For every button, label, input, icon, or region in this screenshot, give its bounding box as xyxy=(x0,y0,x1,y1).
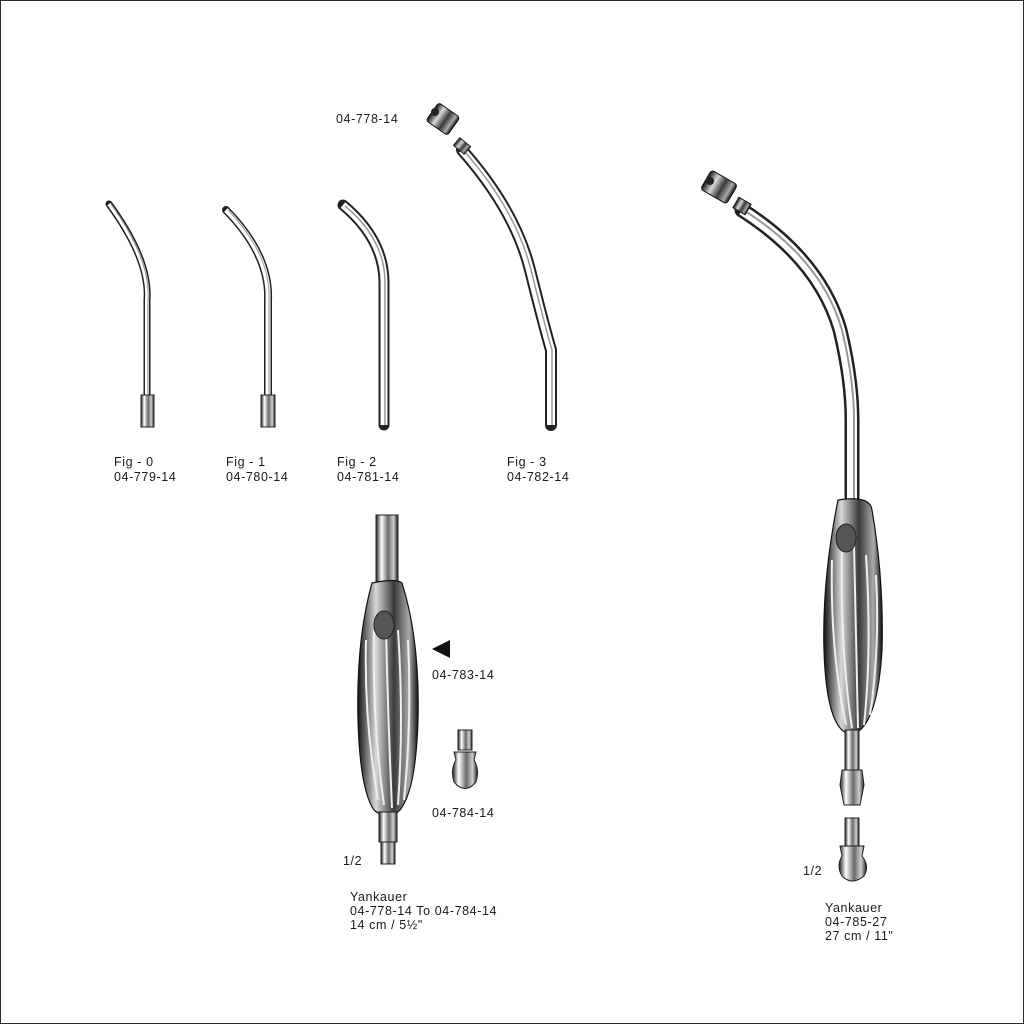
fig0-code: 04-779-14 xyxy=(114,470,177,484)
fig1-tube xyxy=(226,210,275,427)
fig1-code: 04-780-14 xyxy=(226,470,289,484)
small-set-range: 04-778-14 To 04-784-14 xyxy=(350,904,498,918)
large-set-name: Yankauer xyxy=(825,901,883,915)
fig2-code: 04-781-14 xyxy=(337,470,400,484)
small-yankauer xyxy=(358,515,418,864)
large-scale-label: 1/2 xyxy=(803,864,823,878)
fig3-tip-cap xyxy=(426,103,460,136)
large-set-size: 27 cm / 11" xyxy=(825,929,894,943)
fig0-tube xyxy=(109,204,154,427)
small-scale-label: 1/2 xyxy=(343,854,363,868)
handle-part-code: 04-783-14 xyxy=(432,668,495,682)
fig3-tube xyxy=(453,138,552,425)
fig0-label: Fig - 0 xyxy=(114,455,154,469)
small-set-name: Yankauer xyxy=(350,890,408,904)
small-set-size: 14 cm / 5½" xyxy=(350,918,423,932)
fig3-label: Fig - 3 xyxy=(507,455,547,469)
large-connector-part xyxy=(839,818,867,881)
connector-part xyxy=(452,730,477,789)
fig1-label: Fig - 1 xyxy=(226,455,266,469)
large-set-code: 04-785-27 xyxy=(825,915,888,929)
pointer-arrow xyxy=(432,640,450,658)
tip-part-code: 04-778-14 xyxy=(336,112,399,126)
connector-part-code: 04-784-14 xyxy=(432,806,495,820)
large-tip-cap xyxy=(701,170,738,204)
fig2-tube xyxy=(343,205,385,425)
fig2-label: Fig - 2 xyxy=(337,455,377,469)
fig3-code: 04-782-14 xyxy=(507,470,570,484)
large-yankauer xyxy=(733,197,882,805)
